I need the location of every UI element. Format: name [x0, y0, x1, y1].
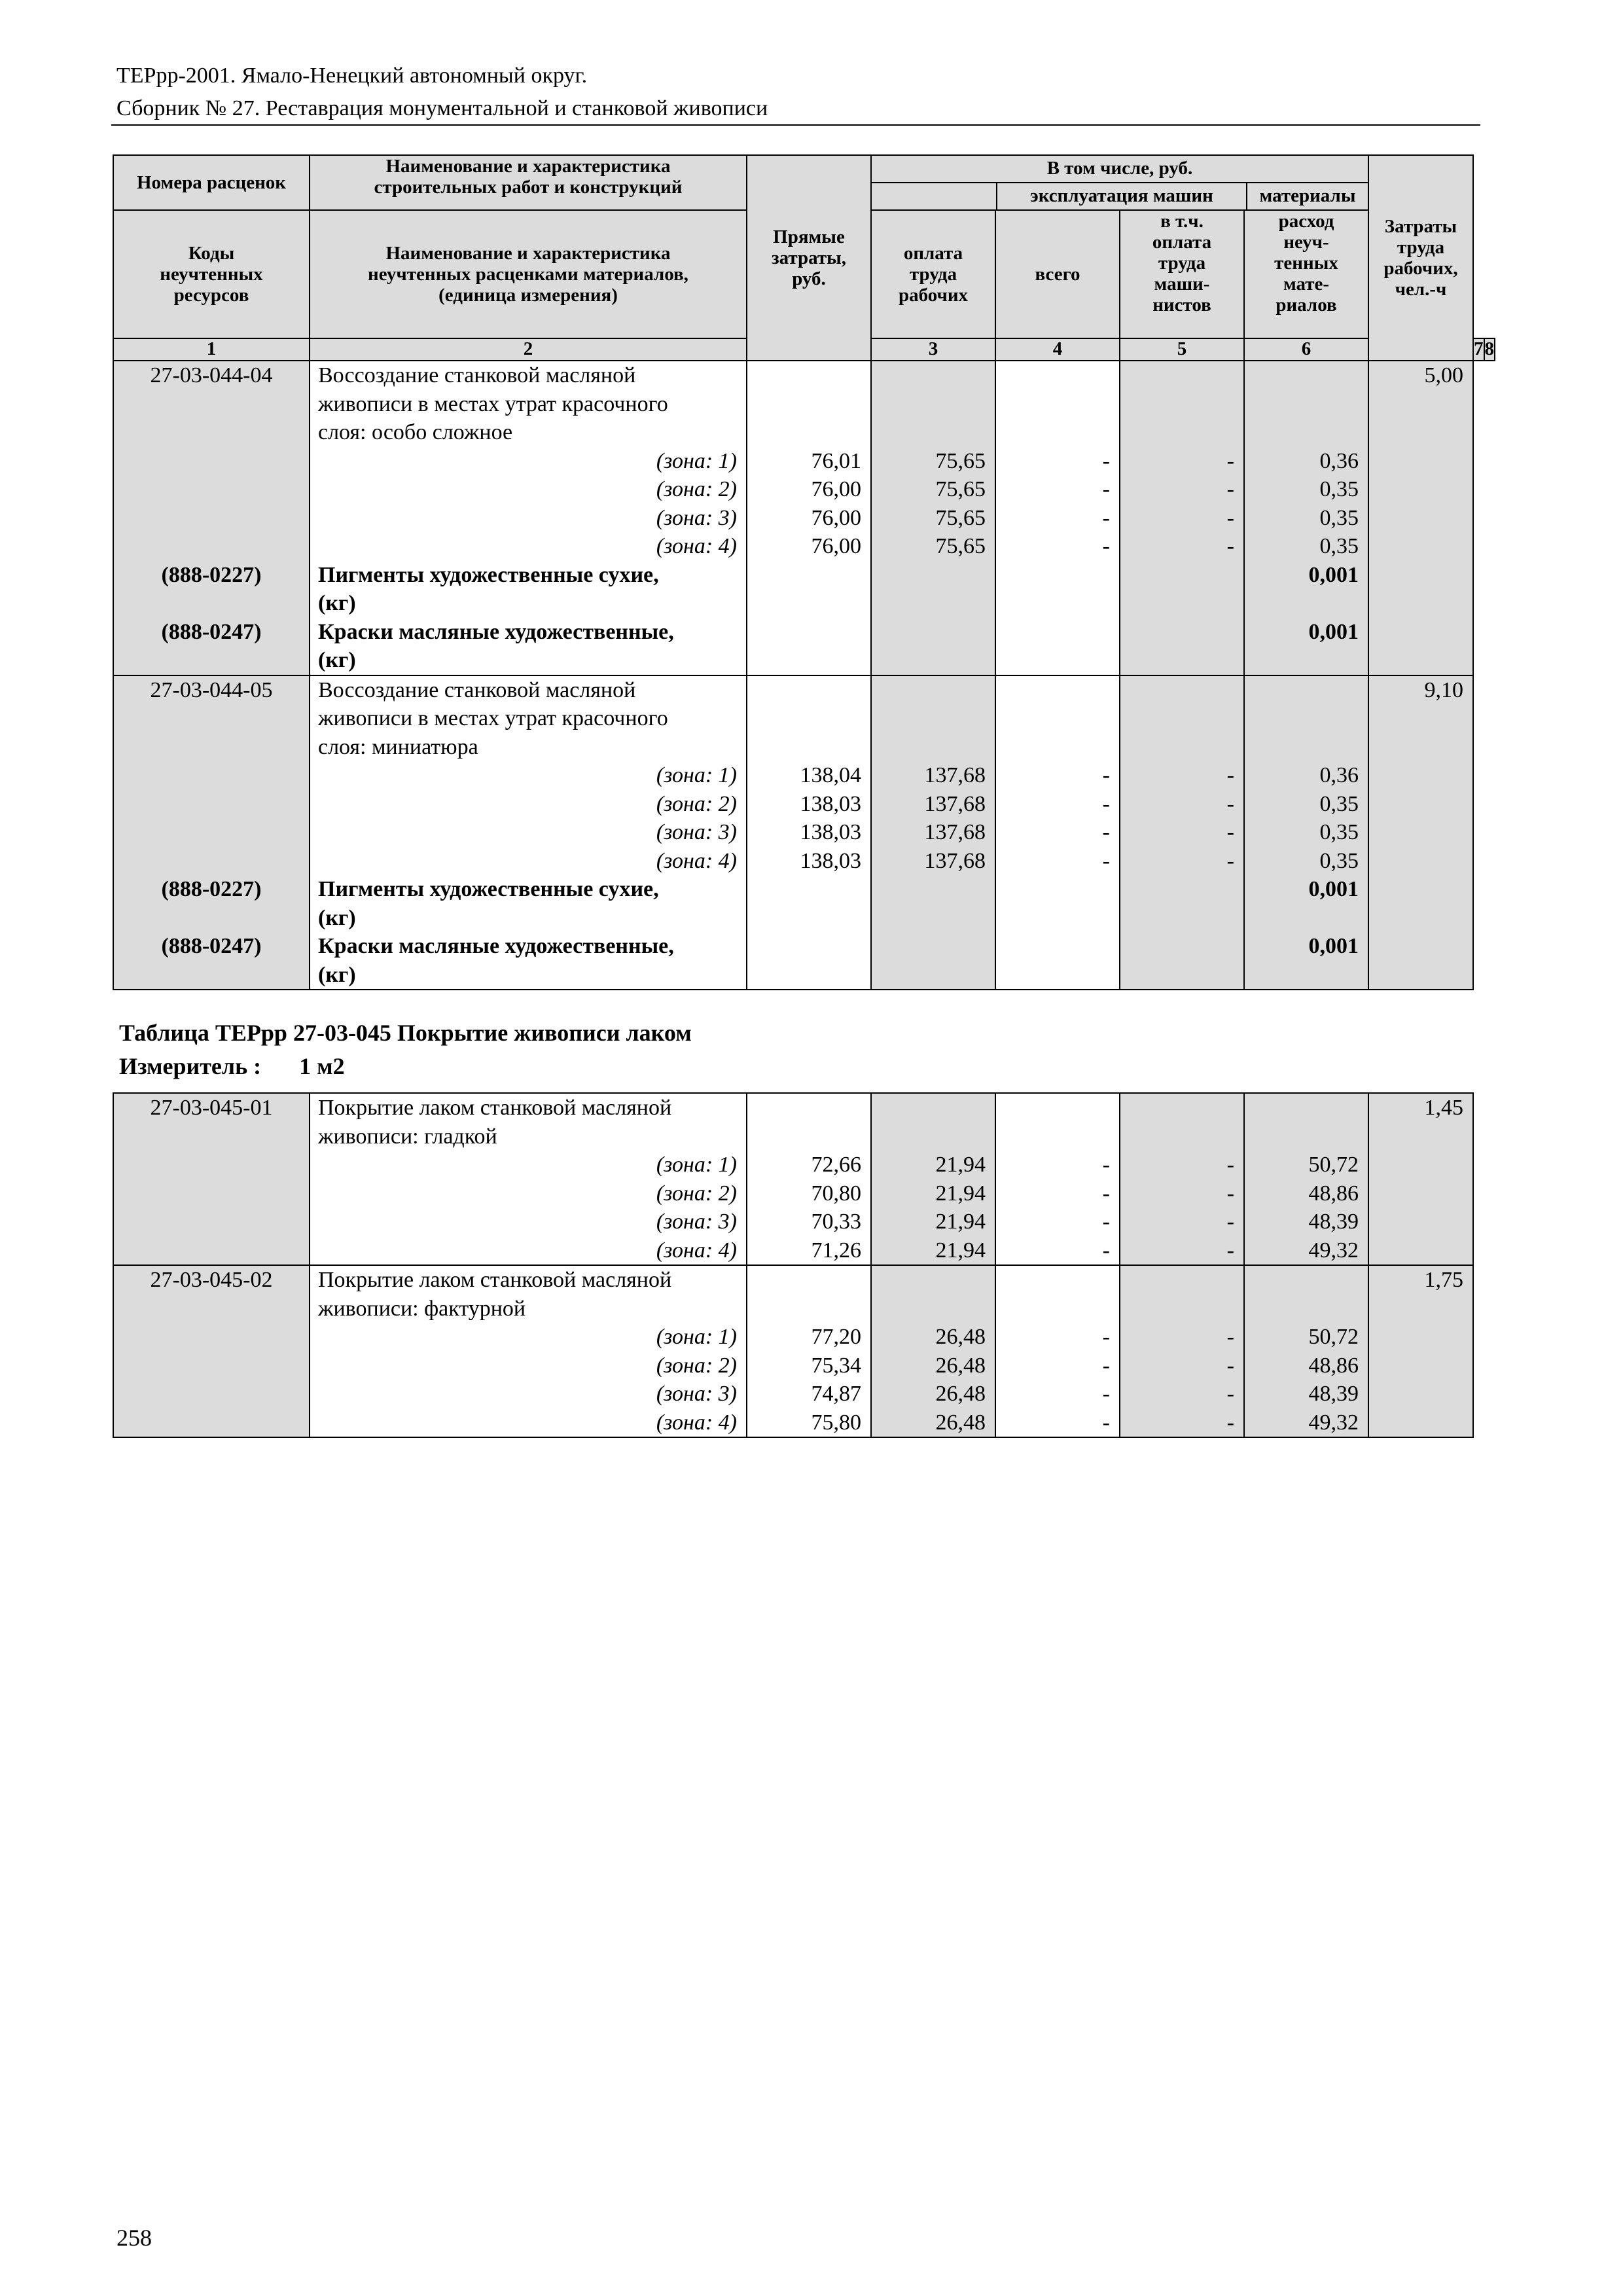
- codes-head: Коды неучтенных ресурсов: [113, 210, 310, 338]
- materials-value: 49,32: [1308, 1410, 1359, 1435]
- materials-value: 0,35: [1319, 505, 1359, 530]
- labor-cost-head: Затраты труда рабочих, чел.-ч: [1368, 155, 1473, 361]
- materials-value: 50,72: [1308, 1153, 1359, 1177]
- machines-total-head: всего: [995, 210, 1120, 338]
- materials-value: 0,36: [1319, 448, 1359, 473]
- materials-value: 0,35: [1319, 820, 1359, 844]
- rate-description-line: Покрытие лаком станковой масляной: [318, 1268, 672, 1292]
- machines-total-value: -: [1102, 848, 1110, 873]
- materials-value: 0,35: [1319, 477, 1359, 501]
- machinist-pay-value: -: [1226, 1353, 1234, 1378]
- machines-total-value: -: [1102, 1238, 1110, 1263]
- col-number: 2: [310, 338, 747, 361]
- rate-row: [113, 675, 1495, 990]
- machinist-pay-value: -: [1226, 1181, 1234, 1206]
- machines-total-value: -: [1102, 477, 1110, 501]
- labor-pay-head: оплата труда рабочих: [871, 210, 995, 338]
- machinist-pay-value: -: [1226, 477, 1234, 501]
- rate-row: [113, 1093, 1473, 1265]
- materials-value: 49,32: [1308, 1238, 1359, 1263]
- material-consumption-value: 0,001: [1308, 562, 1359, 587]
- machines-total-value: -: [1102, 505, 1110, 530]
- zone-label: (зона: 1): [656, 763, 737, 787]
- rate-description-line: живописи в местах утрат красочного: [318, 391, 668, 416]
- rate-description-line: живописи: гладкой: [318, 1124, 497, 1149]
- zone-label: (зона: 3): [656, 1210, 737, 1234]
- labor-pay-value: 21,94: [935, 1181, 986, 1206]
- direct-cost-value: 76,00: [811, 505, 861, 530]
- labor-pay-value: 21,94: [935, 1210, 986, 1234]
- zone-label: (зона: 4): [656, 1238, 737, 1263]
- measure-value: 1 м2: [299, 1053, 345, 1079]
- zone-label: (зона: 3): [656, 1382, 737, 1406]
- rate-row: [113, 361, 1495, 675]
- header-subtitle: Сборник № 27. Реставрация монументальной и станковой живописи: [116, 96, 768, 120]
- machines-total-value: -: [1102, 1153, 1110, 1177]
- material-name: Пигменты художественные сухие,: [318, 877, 659, 901]
- material-name: Краски масляные художественные,: [318, 934, 674, 958]
- table-body-045: [113, 1093, 1473, 1437]
- machinist-pay-value: -: [1226, 763, 1234, 787]
- labor-cost-value: 1,45: [1424, 1096, 1463, 1120]
- material-unit: (кг): [318, 591, 356, 615]
- labor-pay-value: 26,48: [935, 1382, 986, 1406]
- labor-cost-value: 9,10: [1424, 677, 1463, 702]
- col-number: 8: [1484, 338, 1494, 359]
- rate-description-line: Воссоздание станковой масляной: [318, 363, 636, 387]
- labor-pay-value: 26,48: [935, 1410, 986, 1435]
- materials-value: 48,86: [1308, 1353, 1359, 1378]
- material-unit: (кг): [318, 648, 356, 672]
- direct-cost-value: 138,03: [800, 791, 861, 816]
- materials-value: 0,35: [1319, 848, 1359, 873]
- material-consumption-value: 0,001: [1308, 877, 1359, 901]
- direct-cost-value: 138,03: [800, 820, 861, 844]
- materials-value: 0,36: [1319, 763, 1359, 787]
- machinist-pay-value: -: [1226, 1382, 1234, 1406]
- zone-label: (зона: 3): [656, 505, 737, 530]
- rate-description-line: Покрытие лаком станковой масляной: [318, 1096, 672, 1120]
- direct-cost-value: 138,03: [800, 848, 861, 873]
- col-number: 3: [871, 338, 995, 361]
- machinist-pay-value: -: [1226, 1410, 1234, 1435]
- table-title: Таблица ТЕРрр 27-03-045 Покрытие живописи лаком: [119, 1020, 692, 1046]
- machinist-pay-head: в т.ч. оплата труда маши- нистов: [1120, 210, 1244, 338]
- machinist-pay-value: -: [1226, 791, 1234, 816]
- material-code: (888-0247): [161, 619, 262, 644]
- machines-total-value: -: [1102, 1325, 1110, 1349]
- machines-total-value: -: [1102, 534, 1110, 558]
- machines-total-value: -: [1102, 820, 1110, 844]
- labor-pay-value: 75,65: [935, 448, 986, 473]
- materials-value: 0,35: [1319, 791, 1359, 816]
- rate-code: 27-03-044-04: [150, 363, 273, 387]
- page-number: 258: [116, 2225, 152, 2251]
- zone-label: (зона: 4): [656, 1410, 737, 1435]
- machinist-pay-value: -: [1226, 505, 1234, 530]
- direct-cost-value: 72,66: [811, 1153, 861, 1177]
- direct-cost-value: 70,80: [811, 1181, 861, 1206]
- machines-total-value: -: [1102, 1181, 1110, 1206]
- rate-code: 27-03-045-01: [150, 1096, 273, 1120]
- labor-pay-value: 137,68: [924, 820, 986, 844]
- measure-line: [119, 1052, 345, 1080]
- header-title: ТЕРрр-2001. Ямало-Ненецкий автономный округ.: [116, 63, 588, 88]
- header-rule: [111, 124, 1480, 126]
- measure-label: Измеритель :: [119, 1053, 262, 1079]
- zone-label: (зона: 2): [656, 477, 737, 501]
- material-name: Пигменты художественные сухие,: [318, 562, 659, 587]
- machines-total-value: -: [1102, 448, 1110, 473]
- machinist-pay-value: -: [1226, 1238, 1234, 1263]
- rate-description-line: слоя: миниатюра: [318, 734, 478, 759]
- material-consumption-value: 0,001: [1308, 934, 1359, 958]
- machines-total-value: -: [1102, 1410, 1110, 1435]
- materials-value: 50,72: [1308, 1325, 1359, 1349]
- direct-cost-value: 71,26: [811, 1238, 861, 1263]
- machinist-pay-value: -: [1226, 848, 1234, 873]
- materials-value: 48,39: [1308, 1382, 1359, 1406]
- material-code: (888-0227): [161, 877, 262, 901]
- labor-pay-value: 137,68: [924, 763, 986, 787]
- rate-description-line: живописи в местах утрат красочного: [318, 706, 668, 730]
- machinist-pay-value: -: [1226, 1325, 1234, 1349]
- materials-head: материалы: [1259, 185, 1356, 206]
- machinist-pay-value: -: [1226, 534, 1234, 558]
- machines-total-value: -: [1102, 1382, 1110, 1406]
- material-consumption-value: 0,001: [1308, 619, 1359, 644]
- including-head: В том числе, руб. эксплуатация машин материалы: [871, 155, 1368, 210]
- direct-cost-value: 76,00: [811, 534, 861, 558]
- direct-cost-head: Прямые затраты, руб.: [747, 155, 871, 361]
- zone-label: (зона: 1): [656, 1153, 737, 1177]
- machines-head: эксплуатация машин: [997, 183, 1247, 209]
- material-code: (888-0227): [161, 562, 262, 587]
- direct-cost-value: 74,87: [811, 1382, 861, 1406]
- labor-pay-value: 137,68: [924, 791, 986, 816]
- labor-pay-value: 26,48: [935, 1353, 986, 1378]
- zone-label: (зона: 3): [656, 820, 737, 844]
- table-header: [113, 155, 1495, 361]
- direct-cost-value: 76,00: [811, 477, 861, 501]
- materials-value: 48,86: [1308, 1181, 1359, 1206]
- labor-cost-value: 1,75: [1424, 1268, 1463, 1292]
- machinist-pay-value: -: [1226, 820, 1234, 844]
- rates-table-045: [113, 1092, 1474, 1438]
- rate-row: [113, 1265, 1473, 1437]
- machines-total-value: -: [1102, 763, 1110, 787]
- material-consumption-head: расход неуч- тенных мате- риалов: [1244, 210, 1368, 338]
- labor-pay-value: 75,65: [935, 534, 986, 558]
- work-name-head: Наименование и характеристика строительных работ и конструкций: [310, 155, 747, 210]
- col-number: 5: [1120, 338, 1244, 361]
- materials-value: 0,35: [1319, 534, 1359, 558]
- direct-cost-value: 77,20: [811, 1325, 861, 1349]
- rate-description-line: Воссоздание станковой масляной: [318, 677, 636, 702]
- zone-label: (зона: 4): [656, 848, 737, 873]
- col-number: 7: [1474, 338, 1484, 359]
- labor-pay-value: 75,65: [935, 505, 986, 530]
- zone-label: (зона: 2): [656, 1181, 737, 1206]
- direct-cost-value: 75,80: [811, 1410, 861, 1435]
- machines-total-value: -: [1102, 791, 1110, 816]
- material-name-head: Наименование и характеристика неучтенных расценками материалов, (единица измерения): [310, 210, 747, 338]
- direct-cost-value: 138,04: [800, 763, 861, 787]
- zone-label: (зона: 4): [656, 534, 737, 558]
- rate-code: 27-03-044-05: [150, 677, 273, 702]
- labor-pay-value: 21,94: [935, 1153, 986, 1177]
- machines-total-value: -: [1102, 1353, 1110, 1378]
- material-unit: (кг): [318, 905, 356, 930]
- rate-numbers-head: Номера расценок: [113, 155, 310, 210]
- material-code: (888-0247): [161, 934, 262, 958]
- direct-cost-value: 76,01: [811, 448, 861, 473]
- machines-total-value: -: [1102, 1210, 1110, 1234]
- zone-label: (зона: 2): [656, 1353, 737, 1378]
- rate-description-line: слоя: особо сложное: [318, 420, 513, 444]
- materials-value: 48,39: [1308, 1210, 1359, 1234]
- direct-cost-value: 70,33: [811, 1210, 861, 1234]
- machinist-pay-value: -: [1226, 1210, 1234, 1234]
- labor-pay-value: 21,94: [935, 1238, 986, 1263]
- col-number: 1: [113, 338, 310, 361]
- table-body-044: [113, 361, 1495, 990]
- rate-code: 27-03-045-02: [150, 1268, 273, 1292]
- labor-cost-value: 5,00: [1424, 363, 1463, 387]
- col-number: 4: [995, 338, 1120, 361]
- material-name: Краски масляные художественные,: [318, 619, 674, 644]
- machinist-pay-value: -: [1226, 448, 1234, 473]
- rates-table-044: [113, 154, 1495, 990]
- col-number: 6: [1244, 338, 1368, 361]
- zone-label: (зона: 2): [656, 791, 737, 816]
- labor-pay-value: 137,68: [924, 848, 986, 873]
- zone-label: (зона: 1): [656, 1325, 737, 1349]
- machinist-pay-value: -: [1226, 1153, 1234, 1177]
- labor-pay-value: 26,48: [935, 1325, 986, 1349]
- rate-description-line: живописи: фактурной: [318, 1296, 526, 1321]
- material-unit: (кг): [318, 962, 356, 987]
- direct-cost-value: 75,34: [811, 1353, 861, 1378]
- labor-pay-value: 75,65: [935, 477, 986, 501]
- zone-label: (зона: 1): [656, 448, 737, 473]
